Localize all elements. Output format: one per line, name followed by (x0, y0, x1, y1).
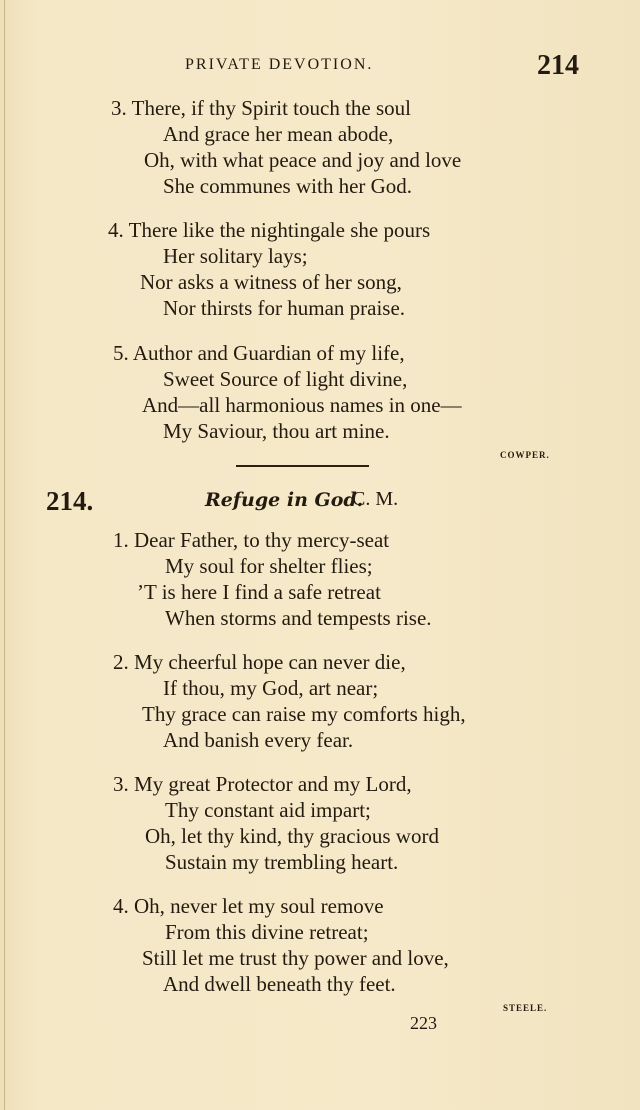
verse-line: When storms and tempests rise. (165, 606, 432, 630)
verse-line: 5. Author and Guardian of my life, (113, 341, 405, 365)
verse-line: Oh, let thy kind, thy gracious word (145, 824, 439, 848)
verse-line: If thou, my God, art near; (163, 676, 379, 700)
verse-line: From this divine retreat; (165, 920, 369, 944)
attribution: COWPER. (500, 450, 550, 460)
verse-line: Thy grace can raise my comforts high, (142, 702, 466, 726)
verse-line: 1. Dear Father, to thy mercy-seat (113, 528, 390, 552)
verse-line: ’T is here I find a safe retreat (137, 580, 381, 604)
hymn-number: 214. (46, 486, 94, 516)
verse-line: My soul for shelter flies; (165, 554, 373, 578)
verse-line: And banish every fear. (163, 728, 354, 752)
running-title: PRIVATE DEVOTION. (185, 56, 374, 73)
verse-line: She communes with her God. (163, 174, 413, 198)
verse-line: Sustain my trembling heart. (165, 850, 399, 874)
attribution: STEELE. (503, 1003, 548, 1013)
folio-number: 223 (410, 1013, 437, 1033)
verse-line: And grace her mean abode, (163, 122, 394, 146)
verse-line: Oh, with what peace and joy and love (144, 148, 462, 172)
page-number: 214 (537, 50, 579, 81)
hymn-title: Refuge in God. (205, 489, 364, 511)
hymn-meter: C. M. (352, 488, 399, 510)
verse-line: And dwell beneath thy feet. (163, 972, 396, 996)
verse-line: 4. There like the nightingale she pours (108, 218, 431, 242)
page-edge (4, 0, 5, 1110)
verse-line: Still let me trust thy power and love, (142, 946, 449, 970)
verse-line: 3. My great Protector and my Lord, (113, 772, 412, 796)
verse-line: And—all harmonious names in one— (142, 393, 462, 417)
verse-line: Thy constant aid impart; (165, 798, 371, 822)
verse-line: My Saviour, thou art mine. (163, 419, 390, 443)
verse-line: Nor asks a witness of her song, (140, 270, 402, 294)
section-divider (236, 465, 369, 467)
verse-line: Sweet Source of light divine, (163, 367, 408, 391)
verse-line: 4. Oh, never let my soul remove (113, 894, 384, 918)
verse-line: Nor thirsts for human praise. (163, 296, 406, 320)
verse-line: 3. There, if thy Spirit touch the soul (111, 96, 411, 120)
verse-line: 2. My cheerful hope can never die, (113, 650, 406, 674)
verse-line: Her solitary lays; (163, 244, 308, 268)
